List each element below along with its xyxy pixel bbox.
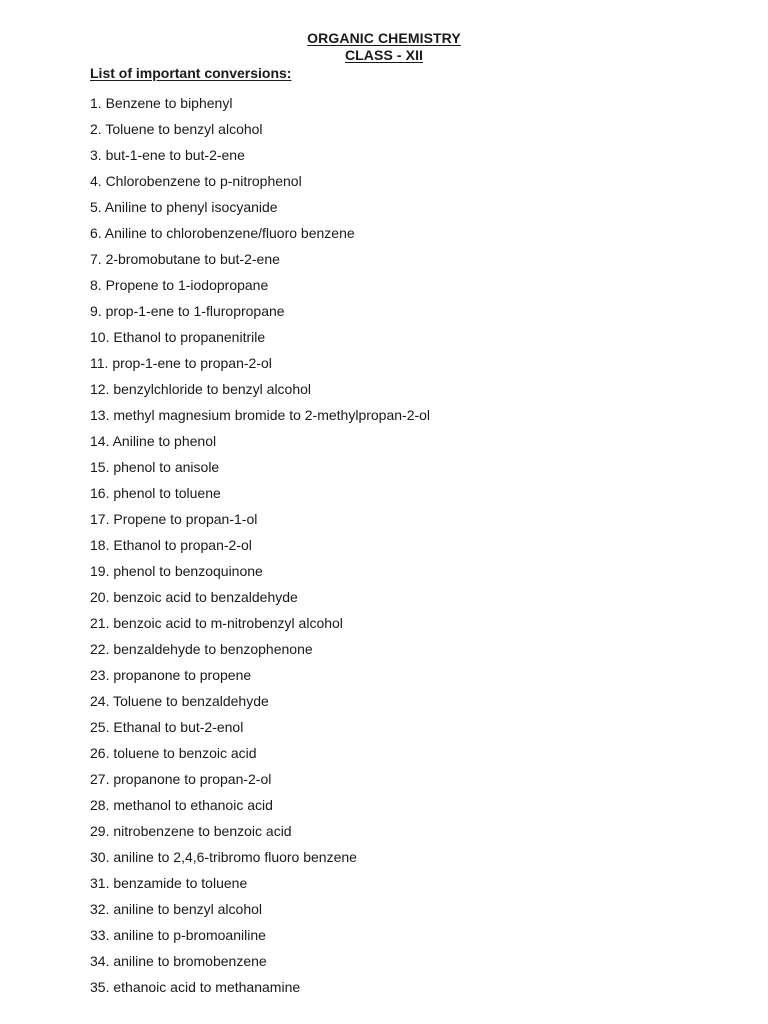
list-item: 29. nitrobenzene to benzoic acid	[90, 823, 292, 839]
list-item: 16. phenol to toluene	[90, 485, 221, 501]
list-item: 20. benzoic acid to benzaldehyde	[90, 589, 298, 605]
list-item: 32. aniline to benzyl alcohol	[90, 901, 263, 917]
list-item: 26. toluene to benzoic acid	[90, 745, 257, 761]
list-heading: List of important conversions:	[90, 65, 292, 81]
list-item: 6. Aniline to chlorobenzene/fluoro benzene	[90, 225, 355, 241]
document-title: ORGANIC CHEMISTRY	[307, 30, 461, 46]
list-item: 27. propanone to propan-2-ol	[90, 771, 272, 787]
list-item: 15. phenol to anisole	[90, 459, 220, 475]
list-item: 33. aniline to p-bromoaniline	[90, 927, 266, 943]
list-item: 7. 2-bromobutane to but-2-ene	[90, 251, 280, 267]
list-item: 18. Ethanol to propan-2-ol	[90, 537, 252, 553]
conversions-list	[90, 93, 430, 1003]
list-item: 11. prop-1-ene to propan-2-ol	[90, 355, 272, 371]
list-item: 13. methyl magnesium bromide to 2-methylpropan-2-ol	[90, 407, 431, 423]
class-label: CLASS - XII	[344, 47, 424, 63]
list-item: 2. Toluene to benzyl alcohol	[90, 121, 263, 137]
list-item: 5. Aniline to phenyl isocyanide	[90, 199, 278, 215]
list-item: 3. but-1-ene to but-2-ene	[90, 147, 245, 163]
list-item: 9. prop-1-ene to 1-fluropropane	[90, 303, 285, 319]
list-item: 30. aniline to 2,4,6-tribromo fluoro benzene	[90, 849, 357, 865]
list-item: 34. aniline to bromobenzene	[90, 953, 267, 969]
list-item: 8. Propene to 1-iodopropane	[90, 277, 269, 293]
list-item: 1. Benzene to biphenyl	[90, 95, 233, 111]
list-item: 35. ethanoic acid to methanamine	[90, 979, 301, 995]
list-item: 12. benzylchloride to benzyl alcohol	[90, 381, 312, 397]
list-item: 22. benzaldehyde to benzophenone	[90, 641, 313, 657]
list-item: 21. benzoic acid to m-nitrobenzyl alcohol	[90, 615, 343, 631]
list-item: 28. methanol to ethanoic acid	[90, 797, 273, 813]
list-item: 23. propanone to propene	[90, 667, 252, 683]
list-item: 24. Toluene to benzaldehyde	[90, 693, 269, 709]
list-item: 25. Ethanal to but-2-enol	[90, 719, 244, 735]
list-item: 14. Aniline to phenol	[90, 433, 217, 449]
list-item: 17. Propene to propan-1-ol	[90, 511, 258, 527]
list-item: 10. Ethanol to propanenitrile	[90, 329, 266, 345]
list-item: 4. Chlorobenzene to p-nitrophenol	[90, 173, 302, 189]
list-item: 31. benzamide to toluene	[90, 875, 248, 891]
list-item: 19. phenol to benzoquinone	[90, 563, 263, 579]
